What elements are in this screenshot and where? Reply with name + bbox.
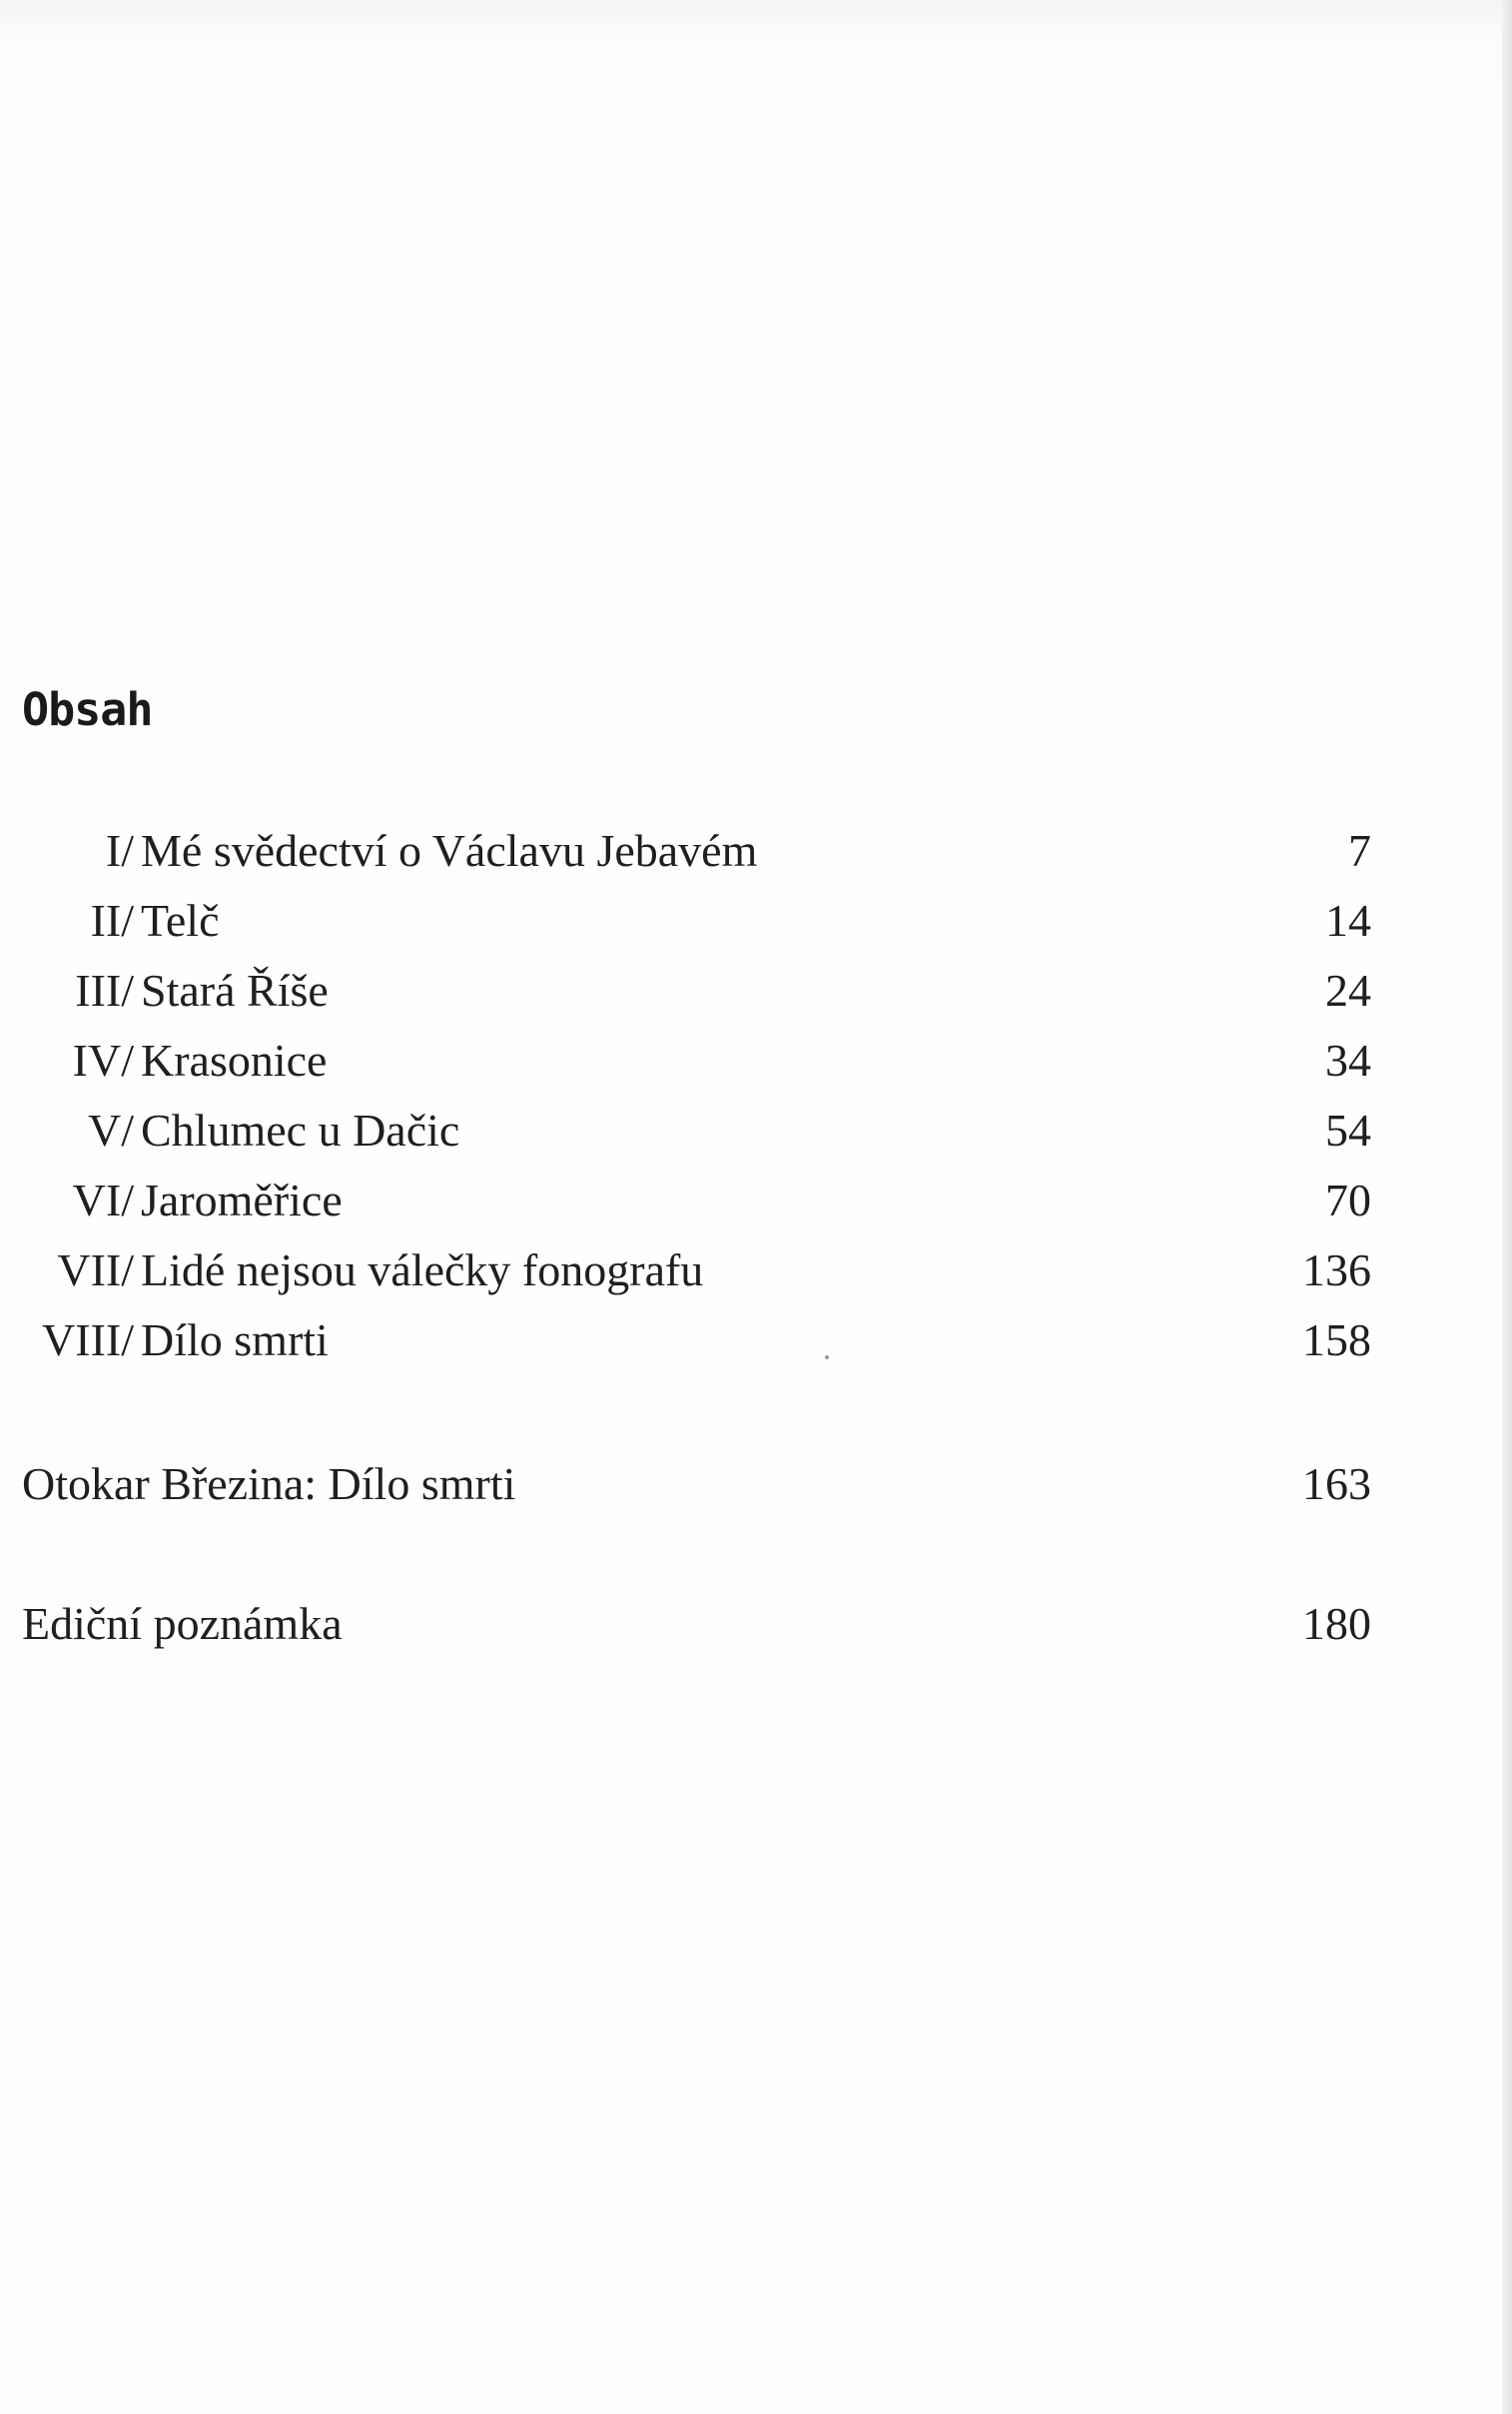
section-title: Ediční poznámka [22,1598,343,1649]
page-number: 34 [1325,1035,1371,1086]
chapter-title: Mé svědectví o Václavu Jebavém [141,825,758,876]
chapter-title: Chlumec u Dačic [141,1105,460,1156]
toc-row-extra [0,1456,1512,1512]
page-number: 163 [1302,1458,1371,1509]
page-number: 136 [1302,1244,1371,1295]
chapter-title: Stará Říše [141,965,329,1016]
toc-heading: Obsah [22,683,153,736]
toc-row [0,893,1512,949]
page-number: 158 [1302,1314,1371,1365]
toc-row [0,1242,1512,1298]
toc-row [0,1312,1512,1368]
section-title: Otokar Březina: Dílo smrti [22,1458,516,1509]
page-number: 54 [1325,1105,1371,1156]
chapter-number: VIII/ [42,1314,134,1365]
page-number: 14 [1325,895,1371,946]
chapter-number: III/ [75,965,134,1016]
toc-row [0,963,1512,1019]
toc-row [0,1033,1512,1089]
toc-row [0,1173,1512,1228]
page-number: 7 [1348,825,1371,876]
chapter-number: IV/ [72,1035,134,1086]
toc-row [0,823,1512,879]
chapter-title: Jaroměřice [141,1175,343,1225]
print-speck [825,1355,829,1359]
chapter-title: Krasonice [141,1035,328,1086]
page-number: 24 [1325,965,1371,1016]
chapter-number: I/ [105,825,134,876]
page-number: 180 [1302,1598,1371,1649]
chapter-number: VII/ [57,1244,134,1295]
chapter-number: VI/ [72,1175,134,1225]
chapter-title: Telč [141,895,220,946]
page-number: 70 [1325,1175,1371,1225]
chapter-title: Lidé nejsou válečky fonografu [141,1244,704,1295]
chapter-title: Dílo smrti [141,1314,329,1365]
chapter-number: V/ [88,1105,134,1156]
toc-row [0,1103,1512,1159]
chapter-number: II/ [90,895,134,946]
toc-row-extra [0,1596,1512,1652]
